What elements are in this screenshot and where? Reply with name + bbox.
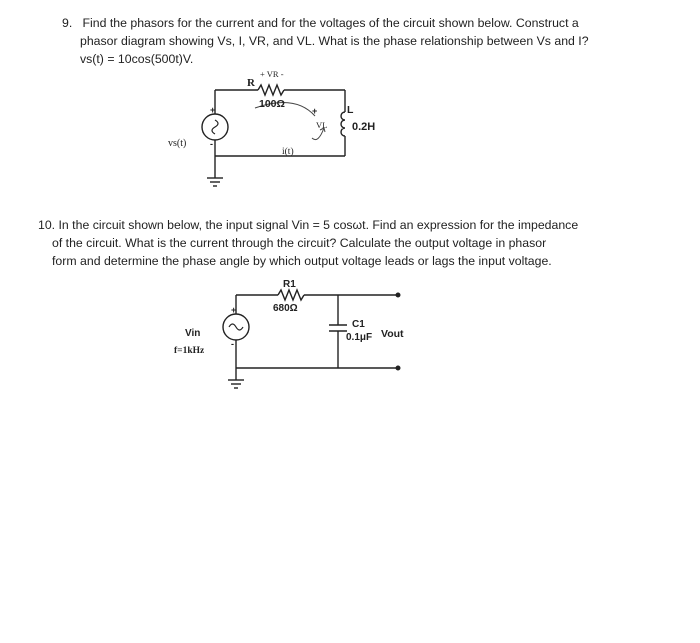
current-label: i(t) xyxy=(282,147,294,157)
problem-10-text xyxy=(38,216,638,270)
problem-10-line-3: form and determine the phase angle by which output voltage leads or lags the input voltage. xyxy=(52,254,552,268)
rc-circuit-wires xyxy=(228,290,400,388)
resistor-value: 680Ω xyxy=(273,303,298,314)
capacitor-value: 0.1μF xyxy=(346,332,373,343)
rl-circuit-diagram xyxy=(160,68,400,198)
source-plus-sign: + xyxy=(231,305,237,315)
resistor-r1 xyxy=(278,290,304,300)
vr-label: + VR - xyxy=(260,69,284,79)
source-plus-sign: + xyxy=(210,105,216,115)
problem-9-line-1-text: Find the phasors for the current and for the voltages of the circuit shown below. Construct a xyxy=(82,16,579,30)
ac-source-vs xyxy=(202,114,228,140)
ac-source-vin xyxy=(223,314,249,340)
problem-9-text xyxy=(62,14,662,68)
source-minus-sign: - xyxy=(210,139,213,149)
source-minus-sign: - xyxy=(231,339,234,349)
output-label: Vout xyxy=(381,328,404,340)
problem-9-line-2: phasor diagram showing Vs, I, VR, and VL. What is the phase relationship between Vs and I? xyxy=(80,34,589,48)
input-label: Vin xyxy=(185,328,201,339)
inductor-label: L xyxy=(347,104,354,116)
rc-circuit-diagram xyxy=(168,278,428,394)
problem-9-line-1 xyxy=(62,14,662,32)
problem-9-line-3: vs(t) = 10cos(500t)V. xyxy=(80,52,194,66)
inductor-value: 0.2H xyxy=(352,121,376,133)
vl-label: VL xyxy=(316,120,328,130)
problem-10-line-2: of the circuit. What is the current through the circuit? Calculate the output voltage in phasor xyxy=(52,236,547,250)
resistor-r xyxy=(258,85,284,95)
inductor-l xyxy=(341,112,345,136)
frequency-label: f=1kHz xyxy=(174,346,205,356)
capacitor-label: C1 xyxy=(352,319,365,330)
problem-9-number: 9. xyxy=(62,16,73,30)
resistor-label: R1 xyxy=(283,279,296,290)
resistor-label: R xyxy=(247,77,255,89)
vl-plus-sign: + xyxy=(312,106,318,116)
source-label: vs(t) xyxy=(168,138,187,149)
resistor-value: 100Ω xyxy=(259,98,285,110)
problem-10-line-1: 10. In the circuit shown below, the input signal Vin = 5 cosωt. Find an expression for the impedance xyxy=(38,218,579,232)
